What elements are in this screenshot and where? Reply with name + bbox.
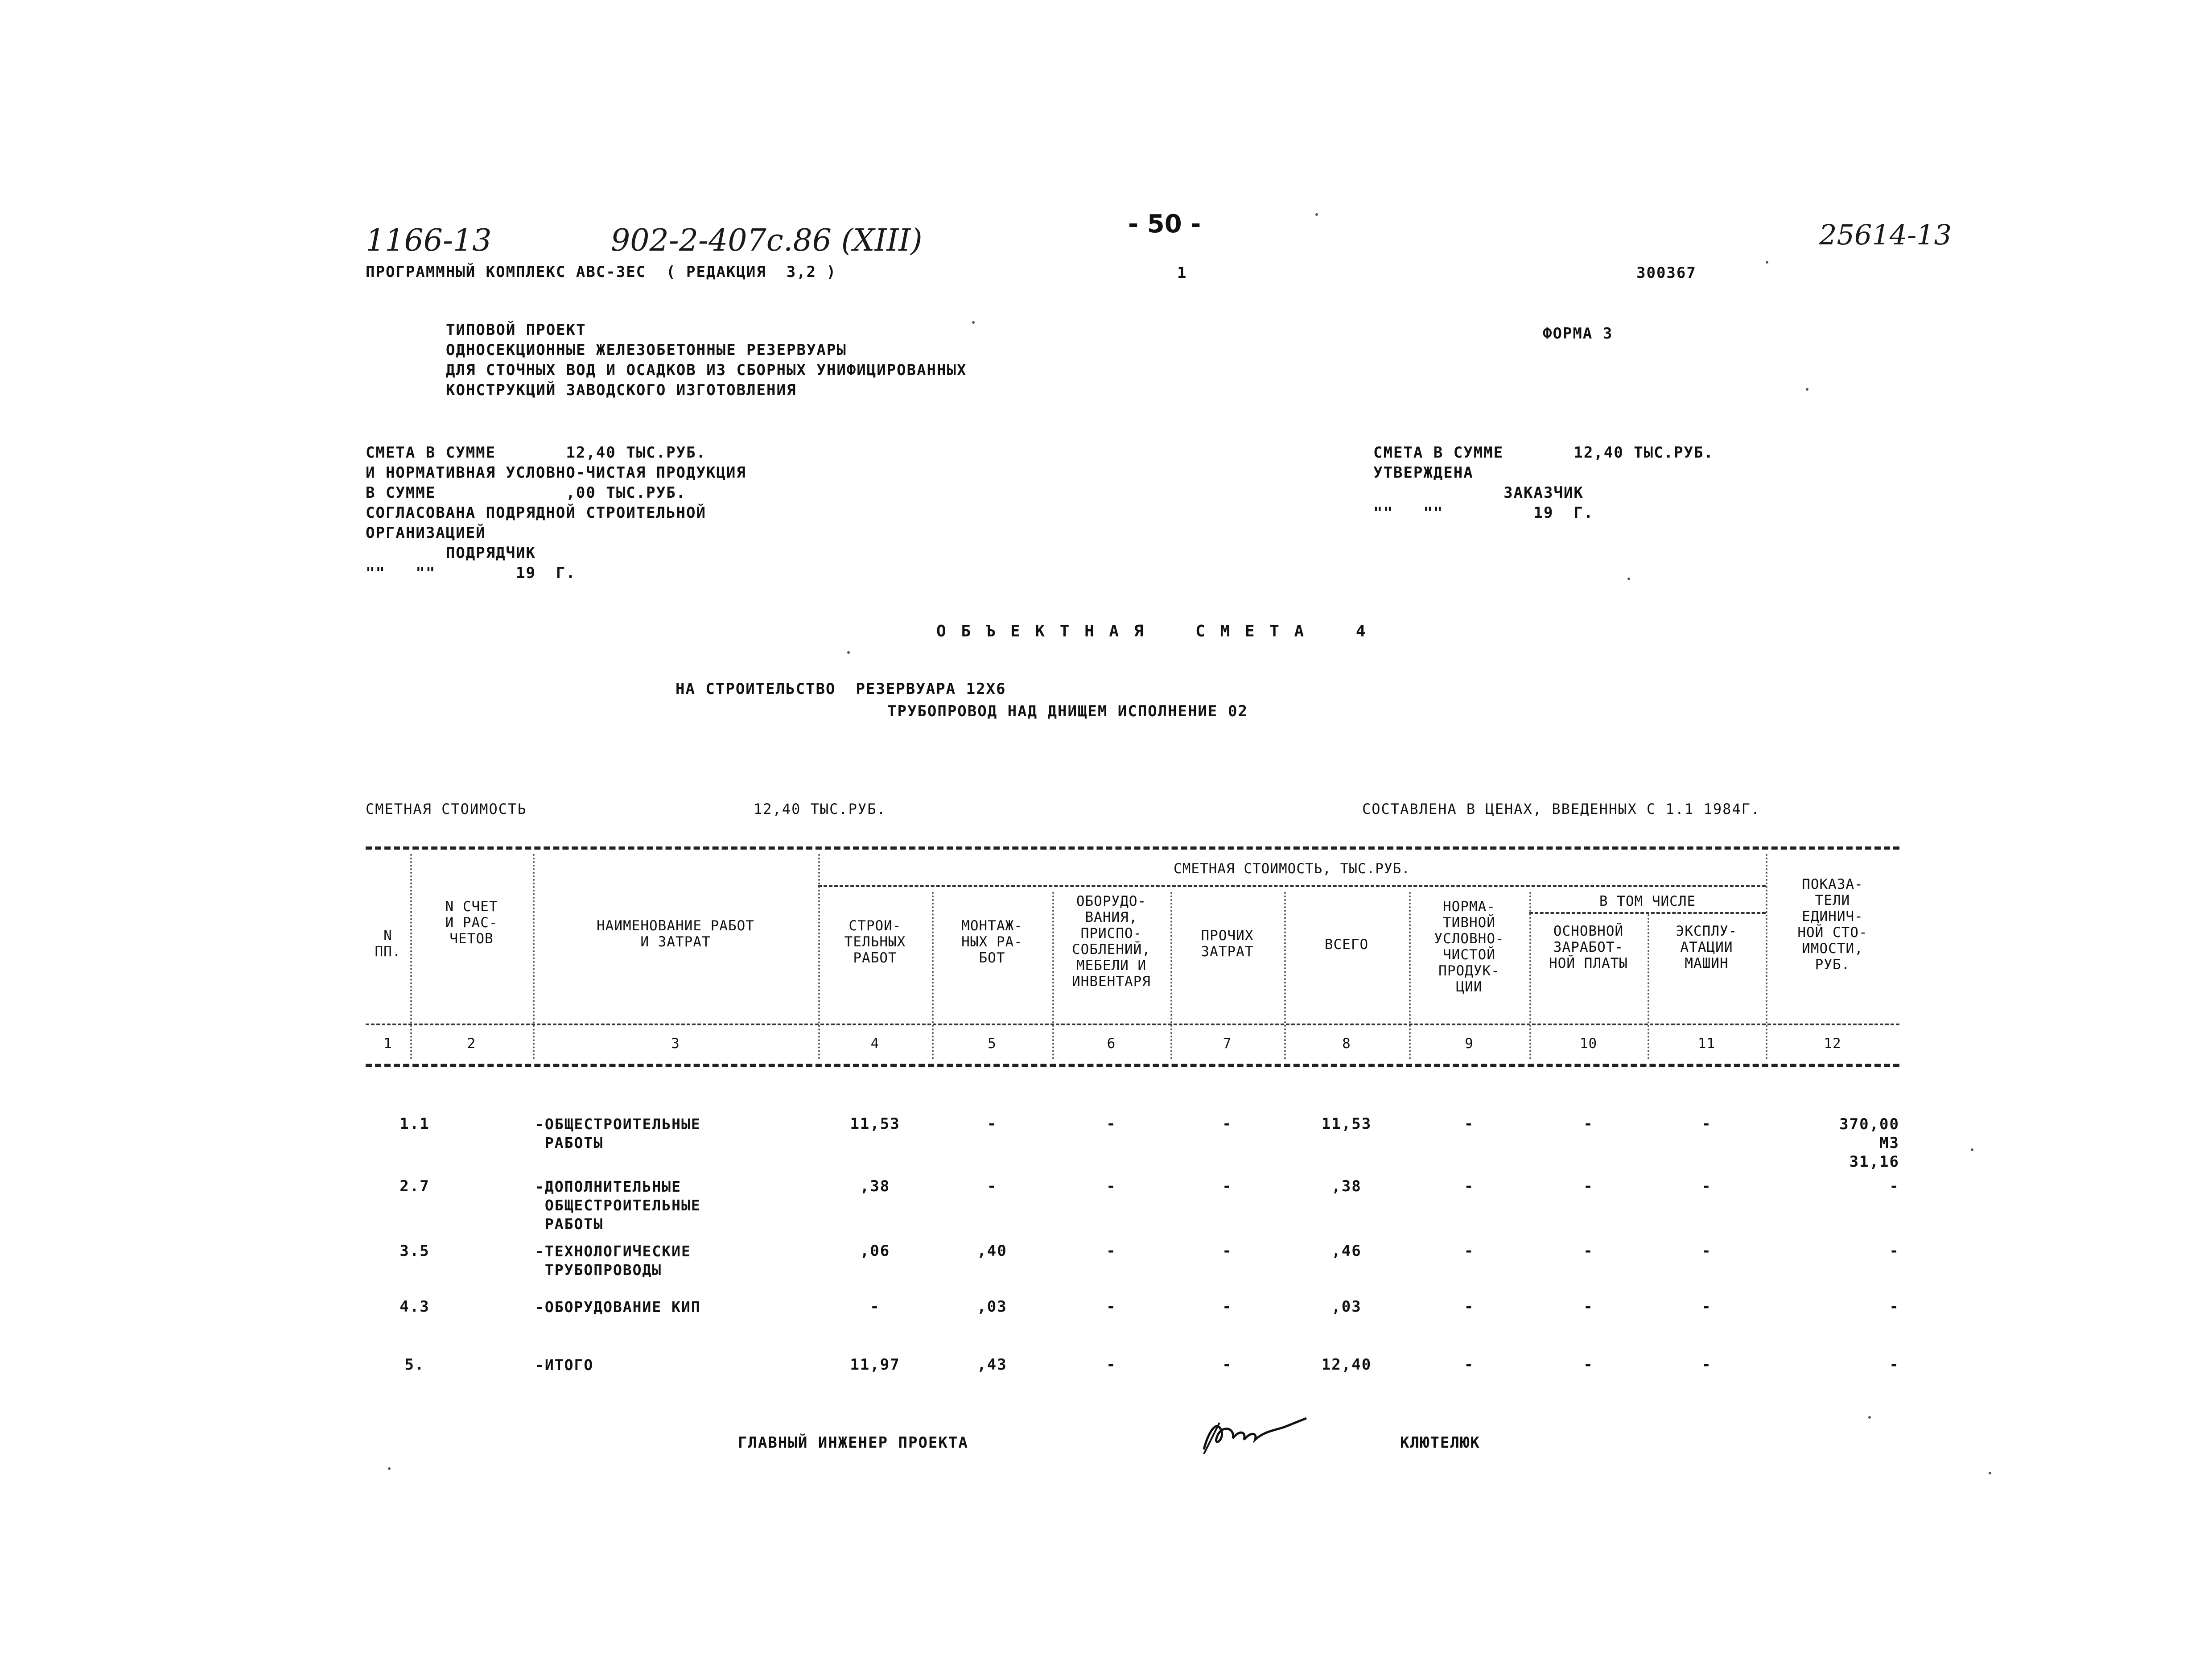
scan-speck [1971,1148,1973,1151]
subtitle-line: НА СТРОИТЕЛЬСТВО РЕЗЕРВУАРА 12Х6 [676,680,1006,698]
cell-equipment: - [1106,1115,1116,1133]
row-name: -ТЕХНОЛОГИЧЕСКИЕ ТРУБОПРОВОДЫ [535,1243,691,1279]
cell-indicator: - [1889,1242,1899,1260]
approval-line: "" "" 19 Г. [1373,504,1594,522]
table-rule-header-bottom [366,1024,1899,1025]
chief-engineer-label: ГЛАВНЫЙ ИНЖЕНЕР ПРОЕКТА [738,1434,968,1452]
cell-machines: - [1701,1115,1712,1133]
approval-line: "" "" 19 Г. [366,564,576,582]
cell-net-product: - [1464,1242,1475,1260]
cell-other: - [1222,1242,1232,1260]
scan-speck [1806,388,1808,391]
program-line: ПРОГРАММНЫЙ КОМПЛЕКС АВС-3ЕС ( РЕДАКЦИЯ 3,2 ) [366,263,837,281]
column-header-total: ВСЕГО [1324,937,1369,953]
cell-installation: ,03 [977,1298,1007,1316]
cell-indicator: 370,00 М3 31,16 [1839,1115,1899,1171]
scan-speck [1315,213,1318,216]
scan-speck [847,651,850,654]
row-name: -ДОПОЛНИТЕЛЬНЫЕ ОБЩЕСТРОИТЕЛЬНЫЕ РАБОТЫ [535,1178,701,1233]
cell-construction: ,06 [860,1242,890,1260]
approval-line: И НОРМАТИВНАЯ УСЛОВНО-ЧИСТАЯ ПРОДУКЦИЯ [366,464,746,482]
column-header-net-product: НОРМА- ТИВНОЙ УСЛОВНО- ЧИСТОЙ ПРОДУК- ЦИИ [1434,899,1504,995]
price-basis: СОСТАВЛЕНА В ЦЕНАХ, ВВЕДЕННЫХ С 1.1 1984Г. [1362,801,1761,817]
column-separator [932,892,934,1059]
column-header-pp: N ПП. [375,928,401,960]
cell-wages: - [1583,1356,1594,1374]
approval-line: ПОДРЯДЧИК [366,544,536,562]
row-number: 2.7 [400,1177,430,1195]
column-header-indicators: ПОКАЗА- ТЕЛИ ЕДИНИЧ- НОЙ СТО- ИМОСТИ, РУБ. [1797,876,1868,973]
approval-line: СОГЛАСОВАНА ПОДРЯДНОЙ СТРОИТЕЛЬНОЙ [366,504,706,522]
scan-speck [1766,261,1768,264]
handwritten-archive-number: 25614-13 [1819,219,1952,251]
column-separator [1529,892,1531,1059]
column-header-installation: МОНТАЖ- НЫХ РА- БОТ [961,918,1023,966]
project-line: КОНСТРУКЦИЙ ЗАВОДСКОГО ИЗГОТОВЛЕНИЯ [446,381,797,399]
cell-wages: - [1583,1298,1594,1316]
column-number: 9 [1465,1036,1474,1052]
approval-line: ЗАКАЗЧИК [1373,484,1584,502]
cell-installation: ,40 [977,1242,1007,1260]
cell-other: - [1222,1115,1232,1133]
column-number: 12 [1824,1036,1841,1052]
estimated-cost-label: СМЕТНАЯ СТОИМОСТЬ [366,801,527,817]
row-name: -ИТОГО [535,1356,594,1374]
cell-net-product: - [1464,1298,1475,1316]
cell-machines: - [1701,1356,1712,1374]
cell-total: ,03 [1331,1298,1362,1316]
column-number: 1 [383,1036,392,1052]
approval-line: ОРГАНИЗАЦИЕЙ [366,524,486,542]
column-number: 7 [1223,1036,1232,1052]
cell-installation: - [987,1115,997,1133]
approval-line: СМЕТА В СУММЕ 12,40 ТЫС.РУБ. [1373,444,1714,462]
chief-engineer-name: КЛЮТЕЛЮК [1400,1434,1480,1452]
scan-speck [1627,578,1630,580]
cell-total: 12,40 [1321,1356,1372,1374]
column-header-construction: СТРОИ- ТЕЛЬНЫХ РАБОТ [844,918,906,966]
cell-wages: - [1583,1115,1594,1133]
scan-speck [388,1467,391,1470]
document-code: 300367 [1636,264,1697,282]
cell-equipment: - [1106,1177,1116,1195]
cell-machines: - [1701,1177,1712,1195]
handwritten-project-code: 902-2-407с.86 (XIII) [611,223,923,258]
form-label: ФОРМА 3 [1543,325,1613,343]
column-number: 6 [1107,1036,1116,1052]
column-number: 3 [671,1036,680,1052]
row-number: 5. [404,1356,425,1374]
row-number: 1.1 [400,1115,430,1133]
column-header-wages: ОСНОВНОЙ ЗАРАБОТ- НОЙ ПЛАТЫ [1549,923,1628,971]
approval-line: СМЕТА В СУММЕ 12,40 ТЫС.РУБ. [366,444,706,462]
estimated-cost-value: 12,40 ТЫС.РУБ. [754,801,886,817]
group-header-rule [818,885,1766,887]
table-rule-numbers-bottom [366,1064,1899,1067]
project-line: ДЛЯ СТОЧНЫХ ВОД И ОСАДКОВ ИЗ СБОРНЫХ УНИФИЦИРОВАННЫХ [446,361,967,379]
project-line: ОДНОСЕКЦИОННЫЕ ЖЕЛЕЗОБЕТОННЫЕ РЕЗЕРВУАРЫ [446,341,847,359]
row-number: 3.5 [400,1242,430,1260]
approval-line: УТВЕРЖДЕНА [1373,464,1474,482]
row-number: 4.3 [400,1298,430,1316]
page-number: - 50 - [1128,210,1201,239]
sheet-number: 1 [1177,264,1187,282]
row-name: -ОБОРУДОВАНИЕ КИП [535,1298,701,1316]
cell-net-product: - [1464,1356,1475,1374]
column-separator [1170,892,1172,1059]
column-header-equipment: ОБОРУДО- ВАНИЯ, ПРИСПО- СОБЛЕНИЙ, МЕБЕЛИ И ИНВЕНТАРЯ [1072,893,1151,990]
document-title: О Б Ъ Е К Т Н А Я С М Е Т А 4 [936,622,1368,640]
cell-equipment: - [1106,1242,1116,1260]
cell-equipment: - [1106,1356,1116,1374]
cell-installation: ,43 [977,1356,1007,1374]
cell-construction: ,38 [860,1177,890,1195]
column-number: 8 [1342,1036,1351,1052]
cell-other: - [1222,1356,1232,1374]
cell-other: - [1222,1298,1232,1316]
cell-construction: 11,53 [850,1115,900,1133]
column-number: 2 [467,1036,476,1052]
cell-net-product: - [1464,1177,1475,1195]
approval-line: В СУММЕ ,00 ТЫС.РУБ. [366,484,687,502]
cell-net-product: - [1464,1115,1475,1133]
column-header-machines: ЭКСПЛУ- АТАЦИИ МАШИН [1676,923,1738,971]
subgroup-header-rule [1529,912,1766,914]
column-number: 4 [870,1036,880,1052]
cell-other: - [1222,1177,1232,1195]
cell-total: ,38 [1331,1177,1362,1195]
group-header: СМЕТНАЯ СТОИМОСТЬ, ТЫС.РУБ. [1174,861,1410,877]
cell-wages: - [1583,1177,1594,1195]
column-header-calc: N СЧЕТ И РАС- ЧЕТОВ [445,899,498,947]
column-header-name: НАИМЕНОВАНИЕ РАБОТ И ЗАТРАТ [597,918,754,950]
signature [1195,1405,1311,1458]
subtitle-line: ТРУБОПРОВОД НАД ДНИЩЕМ ИСПОЛНЕНИЕ 02 [887,702,1248,720]
cell-installation: - [987,1177,997,1195]
cell-indicator: - [1889,1298,1899,1316]
column-separator [410,854,412,1059]
cell-indicator: - [1889,1356,1899,1374]
row-name: -ОБЩЕСТРОИТЕЛЬНЫЕ РАБОТЫ [535,1115,701,1152]
column-number: 11 [1697,1036,1716,1052]
scan-speck [1868,1416,1871,1419]
cell-indicator: - [1889,1177,1899,1195]
cell-construction: - [870,1298,880,1316]
cell-total: ,46 [1331,1242,1362,1260]
cell-total: 11,53 [1321,1115,1372,1133]
cell-construction: 11,97 [850,1356,900,1374]
column-separator [1284,892,1286,1059]
scan-speck [972,321,975,324]
cell-equipment: - [1106,1298,1116,1316]
column-header-other: ПРОЧИХ ЗАТРАТ [1201,928,1254,960]
project-line: ТИПОВОЙ ПРОЕКТ [446,321,586,339]
subgroup-header: В ТОМ ЧИСЛЕ [1599,893,1696,909]
scan-speck [1989,1472,1991,1474]
column-number: 10 [1579,1036,1598,1052]
column-separator [533,854,535,1059]
handwritten-sheet-code: 1166-13 [366,223,492,258]
cell-machines: - [1701,1298,1712,1316]
column-number: 5 [988,1036,997,1052]
table-rule-top [366,846,1899,850]
cell-wages: - [1583,1242,1594,1260]
cell-machines: - [1701,1242,1712,1260]
